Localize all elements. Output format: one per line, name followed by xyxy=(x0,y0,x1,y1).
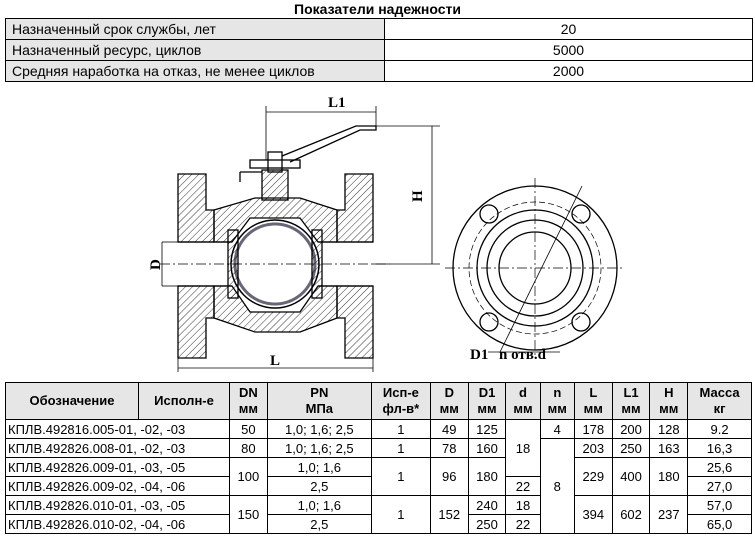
cell-flange: 1 xyxy=(371,458,430,496)
cell-d1: 160 xyxy=(468,439,506,458)
cell-l1: 400 xyxy=(612,458,650,496)
header-d: D мм xyxy=(430,383,468,420)
cell-small-d: 22 xyxy=(506,515,540,534)
dim-label-l1: L1 xyxy=(328,95,346,111)
valve-section-view xyxy=(160,126,390,358)
reliability-label: Назначенный срок службы, лет xyxy=(6,19,385,40)
cell-designation: КПЛВ.492826.010-01, -03, -05 xyxy=(6,496,230,515)
cell-l1: 200 xyxy=(612,420,650,439)
cell-small-d: 18 xyxy=(506,420,540,477)
cell-pn: 1,0; 1,6 xyxy=(267,458,371,477)
cell-l: 178 xyxy=(574,420,612,439)
table-header-row xyxy=(6,383,752,420)
header-flange: Исп-е фл-в* xyxy=(371,383,430,420)
header-h: H мм xyxy=(650,383,688,420)
header-pn: PN МПа xyxy=(267,383,371,420)
cell-dn: 150 xyxy=(230,496,268,534)
dim-label-d1: D1 xyxy=(470,347,489,363)
cell-n: 8 xyxy=(540,439,574,534)
specification-table xyxy=(5,382,752,534)
header-n: n мм xyxy=(540,383,574,420)
cell-d: 49 xyxy=(430,420,468,439)
cell-l: 203 xyxy=(574,439,612,458)
reliability-label: Назначенный ресурс, циклов xyxy=(6,40,385,61)
cell-flange: 1 xyxy=(371,496,430,534)
reliability-label: Средняя наработка на отказ, не менее циклов xyxy=(6,61,385,82)
cell-d1: 240 xyxy=(468,496,506,515)
dim-label-l: L xyxy=(270,353,281,369)
cell-designation: КПЛВ.492826.009-01, -03, -05 xyxy=(6,458,230,477)
cell-flange: 1 xyxy=(371,439,430,458)
header-l: L мм xyxy=(574,383,612,420)
reliability-value: 5000 xyxy=(385,40,753,61)
cell-l: 229 xyxy=(574,458,612,496)
header-dn: DN мм xyxy=(230,383,268,420)
header-l1: L1 мм xyxy=(612,383,650,420)
cell-d1: 250 xyxy=(468,515,506,534)
reliability-value: 2000 xyxy=(385,61,753,82)
flange-front-view xyxy=(445,178,625,358)
dim-label-h: H xyxy=(410,190,426,202)
dim-label-holes: n отв.d xyxy=(499,347,546,363)
cell-pn: 1,0; 1,6; 2,5 xyxy=(267,439,371,458)
cell-pn: 1,0; 1,6 xyxy=(267,496,371,515)
cell-mass: 65,0 xyxy=(688,515,752,534)
cell-l: 394 xyxy=(574,496,612,534)
cell-mass: 57,0 xyxy=(688,496,752,515)
table-row xyxy=(6,496,752,515)
table-row xyxy=(6,19,753,40)
cell-dn: 100 xyxy=(230,458,268,496)
reliability-table xyxy=(5,18,753,82)
cell-n: 4 xyxy=(540,420,574,439)
cell-designation: КПЛВ.492826.008-01, -02, -03 xyxy=(6,439,230,458)
cell-mass: 27,0 xyxy=(688,477,752,496)
cell-small-d: 18 xyxy=(506,496,540,515)
cell-small-d: 22 xyxy=(506,477,540,496)
page-title: Показатели надежности xyxy=(294,1,461,17)
cell-l1: 602 xyxy=(612,496,650,534)
table-row xyxy=(6,61,753,82)
header-d1: D1 мм xyxy=(468,383,506,420)
reliability-value: 20 xyxy=(385,19,753,40)
cell-d: 152 xyxy=(430,496,468,534)
cell-designation: КПЛВ.492826.009-02, -04, -06 xyxy=(6,477,230,496)
cell-d1: 125 xyxy=(468,420,506,439)
cell-mass: 25,6 xyxy=(688,458,752,477)
table-row xyxy=(6,420,752,439)
cell-dn: 50 xyxy=(230,420,268,439)
cell-mass: 9.2 xyxy=(688,420,752,439)
cell-d1: 180 xyxy=(468,458,506,496)
cell-d: 78 xyxy=(430,439,468,458)
table-row xyxy=(6,439,752,458)
cell-h: 237 xyxy=(650,496,688,534)
cell-h: 163 xyxy=(650,439,688,458)
table-row xyxy=(6,40,753,61)
cell-pn: 2,5 xyxy=(267,477,371,496)
header-small-d: d мм xyxy=(506,383,540,420)
cell-dn: 80 xyxy=(230,439,268,458)
cell-d: 96 xyxy=(430,458,468,496)
cell-h: 180 xyxy=(650,458,688,496)
cell-pn: 2,5 xyxy=(267,515,371,534)
cell-designation: КПЛВ.492826.010-02, -04, -06 xyxy=(6,515,230,534)
table-row xyxy=(6,458,752,477)
cell-pn: 1,0; 1,6; 2,5 xyxy=(267,420,371,439)
cell-h: 128 xyxy=(650,420,688,439)
header-mass: Масса кг xyxy=(688,383,752,420)
cell-flange: 1 xyxy=(371,420,430,439)
cell-mass: 16,3 xyxy=(688,439,752,458)
header-designation: Обозначение xyxy=(6,383,139,420)
header-version: Исполн-е xyxy=(139,383,230,420)
cell-l1: 250 xyxy=(612,439,650,458)
cell-designation: КПЛВ.492816.005-01, -02, -03 xyxy=(6,420,230,439)
dim-label-d: D xyxy=(148,259,164,270)
valve-drawing xyxy=(0,90,755,380)
